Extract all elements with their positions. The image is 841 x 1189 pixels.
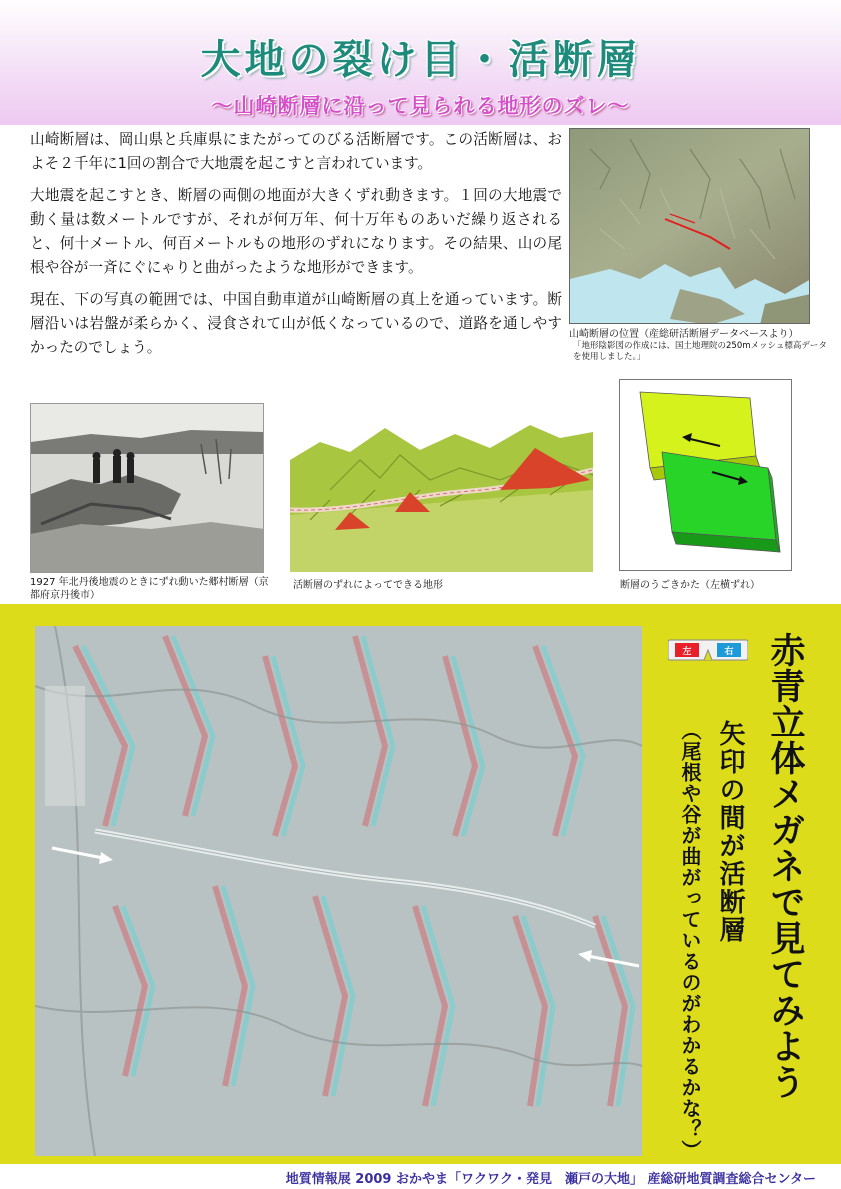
fault-block-diagram <box>619 379 792 571</box>
glasses-icon <box>668 638 748 664</box>
anaglyph-photo <box>35 626 642 1156</box>
glasses-left-label: 左 <box>682 647 692 657</box>
footer-credit: 地質情報展 2009 おかやま「ワクワク・発見 瀬戸の大地」 産総研地質調査総合センター <box>285 1172 816 1187</box>
landform-caption: 活断層のずれによってできる地形 <box>293 580 443 591</box>
intro-text <box>30 128 562 368</box>
page-title: 大地の裂け目・活断層 <box>200 37 641 83</box>
map-caption-block <box>569 328 829 363</box>
anaglyph-instruction: 矢印の間が活断層 <box>715 720 745 944</box>
photo-caption: 1927 年北丹後地震のときにずれ動いた郷村断層（京都府京丹後市） <box>30 577 269 601</box>
fault-caption: 断層のうごきかた（左横ずれ） <box>620 580 760 591</box>
map-note: 「地形陰影図の作成には、国土地理院の250mメッシュ標高データを使用しました。」 <box>573 341 827 362</box>
header-band <box>0 0 841 125</box>
page-subtitle: 〜山崎断層に沿って見られる地形のズレ〜 <box>211 94 630 118</box>
intro-paragraph-3: 現在、下の写真の範囲では、中国自動車道が山崎断層の真上を通っています。断層沿いは岩盤が柔らかく、浸食されて山が低くなっているので、道路を通しやすかったのでしょう。 <box>30 291 562 356</box>
footer <box>0 1164 841 1189</box>
intro-paragraph-2: 大地震を起こすとき、断層の両側の地面が大きくずれ動きます。１回の大地震で動く量は数メートルですが、それが何万年、何十万年ものあいだ繰り返されると、何十メートル、何百メートルもの地形のずれになります。その結果、山の尾根や谷が一斉にぐにゃりと曲がったような地形ができます。 <box>30 187 562 276</box>
anaglyph-headline: 赤青立体メガネで見てみよう <box>765 632 805 1100</box>
map-caption: 山崎断層の位置（産総研活断層データベースより） <box>569 329 799 340</box>
glasses-right-label: 右 <box>724 647 734 657</box>
anaglyph-hint: （尾根や谷が曲がっているのがわかるかな？） <box>678 720 702 1161</box>
historic-photo <box>30 403 264 573</box>
intro-paragraph-1: 山崎断層は、岡山県と兵庫県にまたがってのびる活断層です。この活断層は、およそ２千年に1回の割合で大地震を起こすと言われています。 <box>30 131 562 172</box>
landform-diagram <box>290 420 593 572</box>
relief-map <box>569 128 810 324</box>
